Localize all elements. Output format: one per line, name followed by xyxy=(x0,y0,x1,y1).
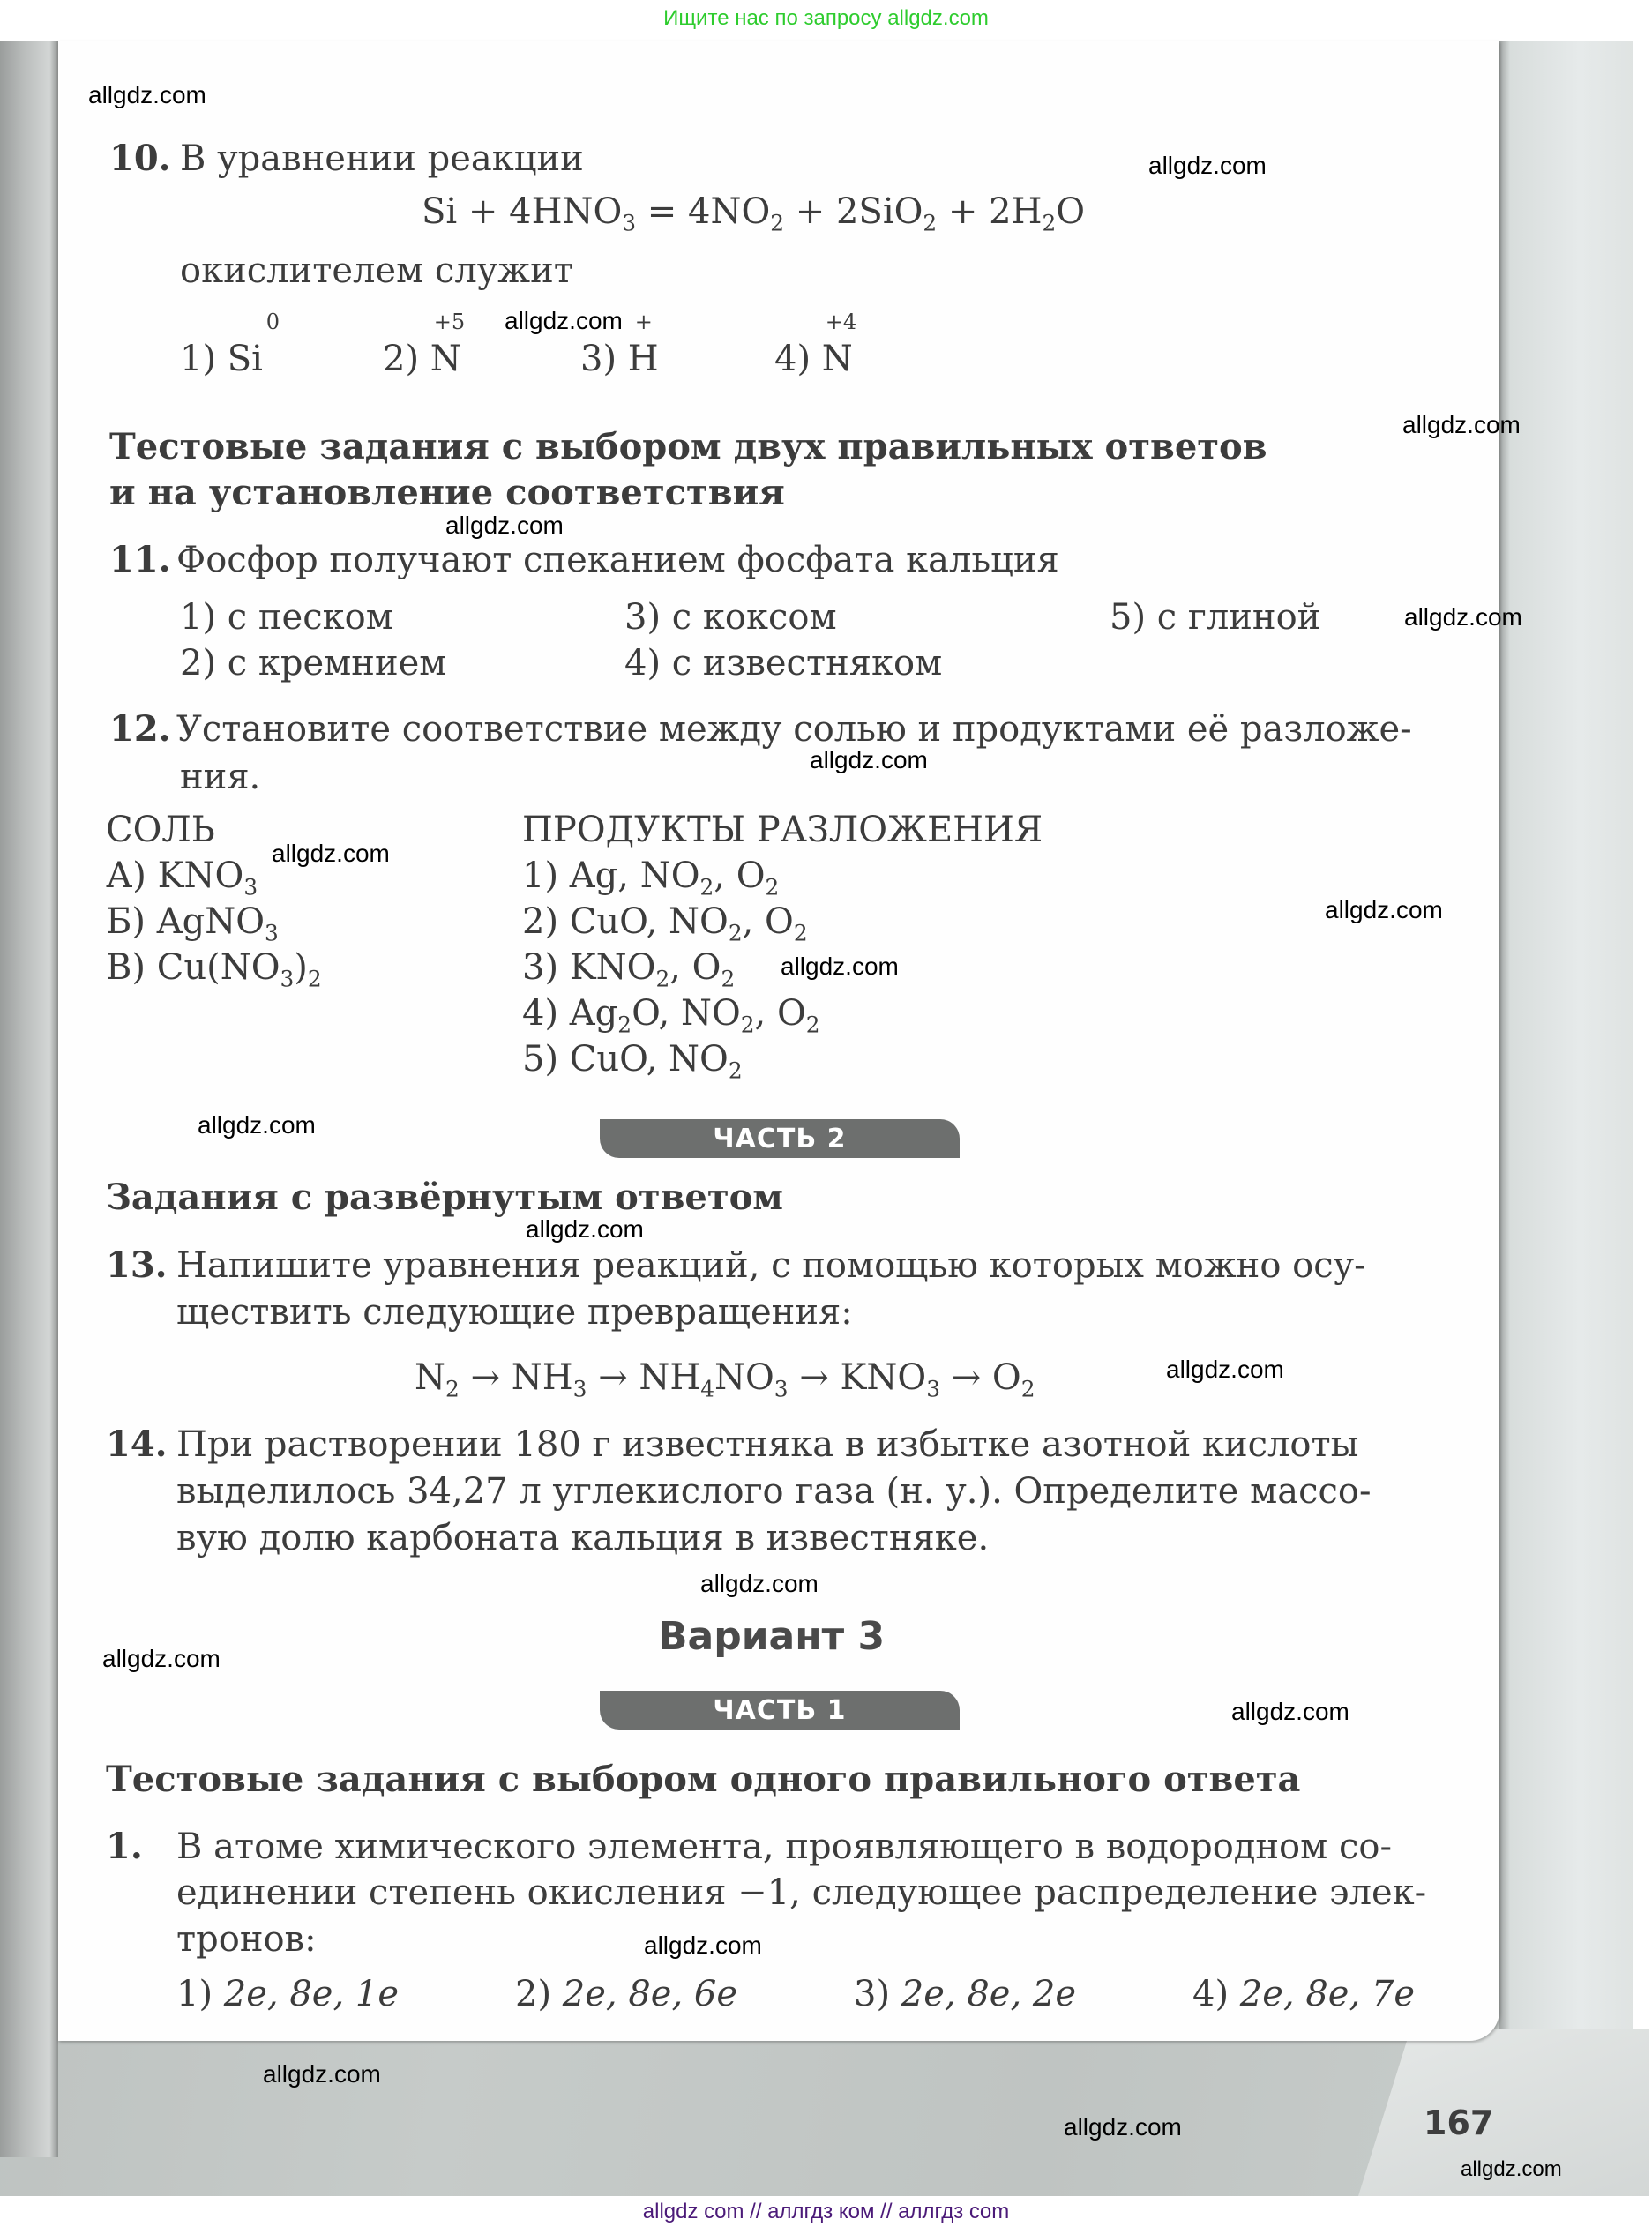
q13-text-line1: Напишите уравнения реакций, с помощью которых можно осу- xyxy=(176,1245,1366,1286)
watermark: allgdz.com xyxy=(102,1645,221,1672)
formula-sub: 3 xyxy=(280,966,295,992)
option-label: 3) xyxy=(580,339,617,379)
chain-sub: 4 xyxy=(700,1376,714,1402)
q12-salt-b[interactable] xyxy=(106,900,279,946)
formula-sub: 2 xyxy=(765,874,780,900)
q12-salt-v[interactable] xyxy=(106,946,322,992)
q11-option-5[interactable]: 5) с глиной xyxy=(1110,597,1321,638)
watermark: allgdz.com xyxy=(1404,603,1522,631)
element-symbol: N xyxy=(430,339,461,379)
formula-part: Ag xyxy=(569,993,618,1034)
chain-sub: 3 xyxy=(774,1376,789,1402)
formula-part: , O xyxy=(669,947,721,988)
eq-sub: 3 xyxy=(622,210,637,236)
formula-sub: 2 xyxy=(699,874,714,900)
eq-part: O xyxy=(1056,191,1086,232)
element-symbol: H xyxy=(627,339,659,379)
q10-option-2[interactable] xyxy=(383,310,466,380)
element-symbol: N xyxy=(821,339,853,379)
product-label: 5) xyxy=(522,1039,559,1080)
q12-number: 12. xyxy=(109,708,171,750)
q12-salt-a[interactable] xyxy=(106,855,258,900)
watermark: allgdz.com xyxy=(272,840,390,867)
option-label: 2) xyxy=(383,339,420,379)
product-label: 3) xyxy=(522,947,559,988)
q11-option-1[interactable]: 1) с песком xyxy=(180,597,393,638)
salt-label: Б) xyxy=(106,901,146,942)
option-label: 1) xyxy=(176,1974,213,2014)
eq-sub: 2 xyxy=(770,210,785,236)
watermark: allgdz.com xyxy=(700,1570,819,1597)
formula-part: , O xyxy=(742,901,794,942)
q12-products-header: ПРОДУКТЫ РАЗЛОЖЕНИЯ xyxy=(522,810,1043,850)
q10-option-3[interactable] xyxy=(580,310,659,380)
chain-part: N xyxy=(415,1357,445,1398)
chain-sub: 3 xyxy=(572,1376,587,1402)
variant-3-title: Вариант 3 xyxy=(658,1614,886,1659)
oxidation-state: + xyxy=(634,310,653,334)
option-value: 2e, 8e, 7e xyxy=(1239,1974,1416,2014)
v3q1-line-1: В атоме химического элемента, проявляющего в водородном со- xyxy=(176,1827,1392,1867)
v3q1-line-2: единении степень окисления −1, следующее распределение элек- xyxy=(176,1872,1427,1913)
formula-part: AgNO xyxy=(156,901,265,942)
eq-part: = 4NO xyxy=(636,191,771,232)
chain-part: → O xyxy=(939,1357,1021,1398)
adjacent-page-edge xyxy=(1499,41,1633,2196)
watermark: allgdz.com xyxy=(1461,2157,1562,2181)
q13-transformation-chain xyxy=(415,1356,1035,1402)
watermark: allgdz.com xyxy=(810,746,928,773)
page-number: 167 xyxy=(1424,2103,1494,2142)
watermark: allgdz.com xyxy=(1166,1356,1284,1383)
q10-equation xyxy=(422,191,1086,236)
eq-part: + 2SiO xyxy=(784,191,923,232)
formula-sub: 2 xyxy=(728,920,743,946)
chain-part: → NH xyxy=(459,1357,573,1398)
watermark: allgdz.com xyxy=(1064,2113,1182,2141)
option-label: 1) xyxy=(180,339,217,379)
q14-number: 14. xyxy=(106,1423,168,1465)
watermark: allgdz.com xyxy=(198,1111,316,1139)
formula-sub: 2 xyxy=(740,1012,755,1038)
q12-product-2[interactable] xyxy=(522,900,808,946)
option-value: 2e, 8e, 6e xyxy=(562,1974,738,2014)
element-symbol: Si xyxy=(227,339,263,379)
formula-part: Cu(NO xyxy=(156,947,280,988)
section-heading-two-answers-line2: и на установление соответствия xyxy=(109,472,785,513)
chain-sub: 2 xyxy=(445,1376,460,1402)
watermark: allgdz.com xyxy=(88,81,206,108)
formula-sub: 3 xyxy=(243,874,258,900)
q12-text-line1: Установите соответствие между солью и продуктами её разложе- xyxy=(176,709,1412,750)
watermark: allgdz.com xyxy=(644,1931,762,1959)
formula-part: ) xyxy=(294,947,308,988)
q11-number: 11. xyxy=(109,539,171,580)
option-value: 2e, 8e, 2e xyxy=(901,1974,1077,2014)
q12-product-1[interactable] xyxy=(522,855,780,900)
q14-line-2: выделилось 34,27 л углекислого газа (н. у.). Определите массо- xyxy=(176,1471,1372,1512)
q12-product-3[interactable] xyxy=(522,946,736,992)
oxidation-state: 0 xyxy=(265,310,280,334)
q10-tail: окислителем служит xyxy=(180,250,573,291)
formula-sub: 3 xyxy=(265,920,279,946)
watermark: allgdz.com xyxy=(263,2060,381,2088)
v3q1-line-3: тронов: xyxy=(176,1919,317,1960)
chain-part: → NH xyxy=(587,1357,701,1398)
formula-part: , O xyxy=(714,855,766,896)
q14-line-1: При растворении 180 г известняка в избытке азотной кислоты xyxy=(176,1424,1359,1465)
salt-label: В) xyxy=(106,947,146,988)
q14-line-3: вую долю карбоната кальция в известняке. xyxy=(176,1518,990,1558)
eq-part: Si + 4HNO xyxy=(422,191,623,232)
formula-sub: 2 xyxy=(728,1057,743,1084)
top-banner[interactable]: Ищите нас по запросу allgdz.com xyxy=(663,6,989,30)
q10-option-1[interactable] xyxy=(180,310,280,380)
chain-sub: 3 xyxy=(926,1376,940,1402)
q11-option-3[interactable]: 3) с коксом xyxy=(624,597,837,638)
q11-text: Фосфор получают спеканием фосфата кальция xyxy=(176,540,1059,580)
q11-option-4[interactable]: 4) с известняком xyxy=(624,643,943,684)
formula-part: KNO xyxy=(569,947,656,988)
q13-number: 13. xyxy=(106,1244,168,1286)
option-label: 4) xyxy=(774,339,811,379)
q12-product-4[interactable] xyxy=(522,992,820,1038)
q13-text-line2: ществить следующие превращения: xyxy=(176,1292,853,1333)
chain-part: NO xyxy=(714,1357,774,1398)
q10-text: В уравнении реакции xyxy=(180,138,584,179)
formula-sub: 2 xyxy=(793,920,808,946)
formula-part: CuO, NO xyxy=(569,901,729,942)
option-value: 2e, 8e, 1e xyxy=(223,1974,400,2014)
formula-sub: 2 xyxy=(805,1012,820,1038)
bottom-banner[interactable]: allgdz com // аллгдз ком // аллгдз com xyxy=(642,2200,1010,2223)
q10-number: 10. xyxy=(109,138,171,179)
option-label: 2) xyxy=(515,1974,552,2014)
v3q1-option-2[interactable] xyxy=(515,1973,737,2015)
v3q1-option-3[interactable] xyxy=(854,1973,1076,2015)
formula-sub: 2 xyxy=(721,966,736,992)
watermark: allgdz.com xyxy=(526,1215,644,1243)
formula-part: KNO xyxy=(157,855,244,896)
eq-sub: 2 xyxy=(923,210,938,236)
part-2-badge: ЧАСТЬ 2 xyxy=(600,1119,960,1158)
chain-sub: 2 xyxy=(1020,1376,1035,1402)
oxidation-state: +5 xyxy=(433,310,466,334)
chain-part: → KNO xyxy=(788,1357,927,1398)
variant-3-section-heading: Тестовые задания с выбором одного правильного ответа xyxy=(106,1759,1301,1800)
salt-label: А) xyxy=(106,855,146,896)
formula-sub: 2 xyxy=(655,966,670,992)
part-2-heading: Задания с развёрнутым ответом xyxy=(106,1177,784,1218)
watermark: allgdz.com xyxy=(1148,152,1267,179)
q11-option-2[interactable]: 2) с кремнием xyxy=(180,643,447,684)
product-label: 2) xyxy=(522,901,559,942)
formula-part: CuO, NO xyxy=(569,1039,729,1080)
watermark: allgdz.com xyxy=(781,953,899,980)
formula-part: O, NO xyxy=(632,993,741,1034)
v3q1-number: 1. xyxy=(106,1826,143,1867)
watermark: allgdz.com xyxy=(445,512,564,539)
formula-part: Ag, NO xyxy=(569,855,700,896)
formula-part: , O xyxy=(754,993,806,1034)
v3q1-option-4[interactable] xyxy=(1192,1973,1415,2015)
book-gutter xyxy=(0,41,58,2157)
watermark: allgdz.com xyxy=(505,307,623,334)
watermark: allgdz.com xyxy=(1231,1698,1349,1725)
watermark: allgdz.com xyxy=(1402,411,1521,438)
eq-sub: 2 xyxy=(1042,210,1057,236)
part-1-badge: ЧАСТЬ 1 xyxy=(600,1691,960,1730)
option-label: 4) xyxy=(1192,1974,1230,2014)
product-label: 1) xyxy=(522,855,559,896)
watermark: allgdz.com xyxy=(1325,896,1443,923)
q12-product-5[interactable] xyxy=(522,1038,743,1084)
section-heading-two-answers-line1: Тестовые задания с выбором двух правильных ответов xyxy=(109,426,1267,467)
formula-sub: 2 xyxy=(617,1012,632,1038)
oxidation-state: +4 xyxy=(825,310,857,334)
option-label: 3) xyxy=(854,1974,891,2014)
q12-text-line2: ния. xyxy=(180,757,261,797)
product-label: 4) xyxy=(522,993,559,1034)
q12-salt-header: СОЛЬ xyxy=(106,810,215,850)
q10-option-4[interactable] xyxy=(774,310,857,380)
v3q1-option-1[interactable] xyxy=(176,1973,399,2015)
formula-sub: 2 xyxy=(307,966,322,992)
eq-part: + 2H xyxy=(937,191,1043,232)
